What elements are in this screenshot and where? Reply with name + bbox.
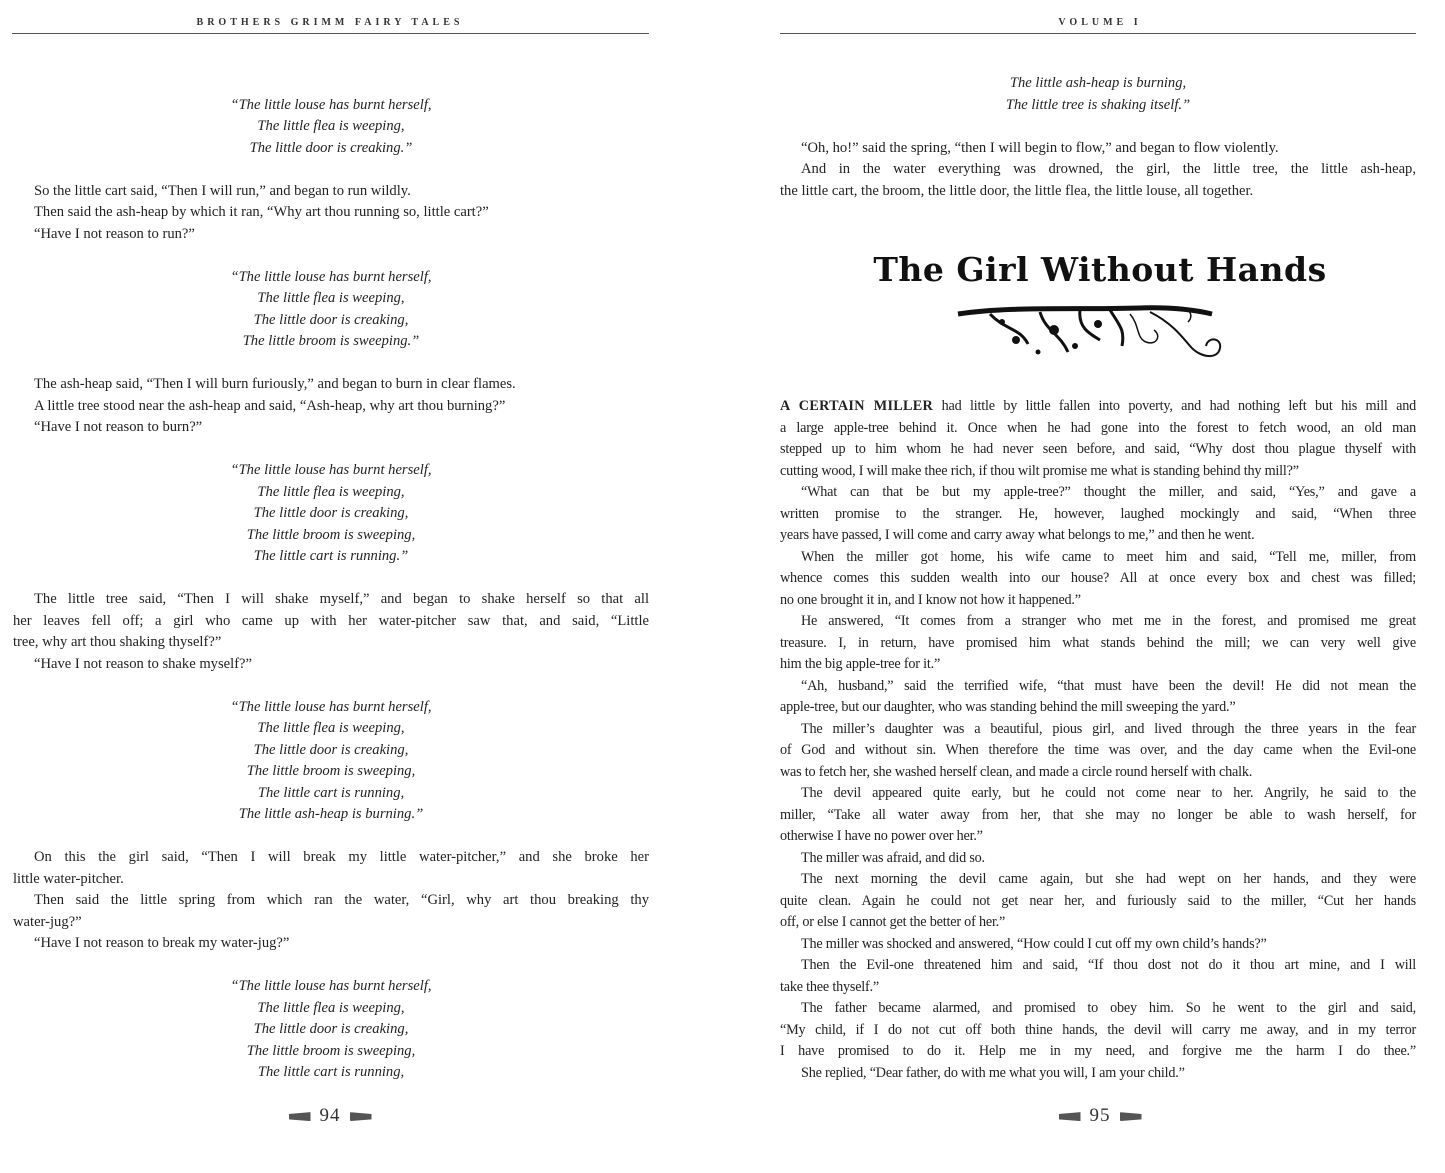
prose-line: Then said the ash-heap by which it ran, “Why art thou running so, little cart?” <box>34 204 489 220</box>
body-line: I have promised to do it. Help me in my need, and forgive me the harm I do thee.” <box>780 1043 1416 1059</box>
prose-line: water-jug?” <box>13 913 82 930</box>
left-page-text <box>13 73 649 1084</box>
body-line: She replied, “Dear father, do with me what you will, I am your child.” <box>801 1064 1185 1081</box>
body-line: take thee thyself.” <box>780 978 880 995</box>
prose-line: A little tree stood near the ash-heap and said, “Ash-heap, why art thou burning?” <box>34 397 506 414</box>
body-line: The next morning the devil came again, but she had wept on her hands, and they were <box>801 871 1416 887</box>
body-line: whence comes this sudden wealth into our house? All at once every box and chest was filled; <box>780 570 1416 586</box>
body-line: written promise to the stranger. He, however, laughed mockingly and said, “When three <box>780 505 1416 522</box>
verse-line: The little broom is sweeping, <box>246 1042 416 1059</box>
prose-line: “Have I not reason to break my water-jug?” <box>34 935 290 951</box>
paragraph-gap <box>13 73 649 95</box>
body-line: cutting wood, I will make thee rich, if thou wilt promise me what is standing behind thy mill?” <box>780 462 1299 479</box>
verse-line: The little tree is shaking itself.” <box>1005 96 1191 113</box>
prose-line: Then said the little spring from which ran the water, “Girl, why art thou breaking thy <box>34 892 649 908</box>
page-number-95: 95 <box>1089 1105 1111 1126</box>
verse-line: The little door is creaking, <box>253 741 409 758</box>
running-head-left: BROTHERS GRIMM FAIRY TALES <box>196 17 464 28</box>
folio-ornament-icon <box>1059 1112 1081 1121</box>
running-head-right: VOLUME I <box>1058 17 1142 28</box>
body-line: “My child, if I do not cut off both thine hands, the devil will carry me away, and in my terror <box>780 1021 1416 1038</box>
prose-line: So the little cart said, “Then I will run,” and began to run wildly. <box>34 182 411 199</box>
body-line: The miller was shocked and answered, “How could I cut off my own child’s hands?” <box>801 935 1267 952</box>
verse-line: “The little louse has burnt herself, <box>230 268 432 285</box>
body-line: of God and without sin. When therefore the time was over, and the day came when the Evil-one <box>780 742 1416 758</box>
paragraph-gap <box>13 159 649 181</box>
verse-line: The little broom is sweeping.” <box>242 333 420 349</box>
verse-line: “The little louse has burnt herself, <box>230 698 432 715</box>
page-number-left <box>0 1105 660 1127</box>
paragraph-gap <box>13 353 649 375</box>
opening-line-text: had little by little fallen into poverty, and had nothing left but his mill and <box>933 398 1416 414</box>
verse-line: The little broom is sweeping, <box>246 763 416 779</box>
left-page <box>0 0 660 1173</box>
prose-line: And in the water everything was drowned, the girl, the little tree, the little ash-heap, <box>801 161 1416 177</box>
prose-line: The ash-heap said, “Then I will burn furiously,” and began to burn in clear flames. <box>34 376 516 392</box>
verse-line: The little door is creaking, <box>253 1021 409 1037</box>
prose-line: the little cart, the broom, the little door, the little flea, the little louse, all together. <box>780 182 1254 199</box>
verse-line: “The little louse has burnt herself, <box>230 96 432 113</box>
prose-line: The little tree said, “Then I will shake myself,” and began to shake herself so that all <box>34 591 649 607</box>
paragraph-gap <box>13 439 649 461</box>
right-page <box>770 0 1430 1173</box>
body-line: stepped up to him whom he had never seen before, and said, “Why dost thou plague thyself with <box>780 441 1416 457</box>
prose-line: “Have I not reason to shake myself?” <box>34 655 253 672</box>
verse-line: The little flea is weeping, <box>257 720 405 736</box>
prose-line: “Have I not reason to burn?” <box>34 419 203 435</box>
body-line: quite clean. Again he could not get near her, and furiously said to the miller, “Cut her hands <box>780 892 1416 909</box>
verse-line: The little door is creaking, <box>253 311 409 328</box>
chapter-body-text <box>780 396 1416 1084</box>
prose-line: On this the girl said, “Then I will break my little water-pitcher,” and she broke her <box>34 849 649 865</box>
folio-ornament-icon <box>289 1112 311 1121</box>
verse-line: The little flea is weeping, <box>257 290 405 306</box>
body-line: The miller was afraid, and did so. <box>801 849 985 866</box>
verse-line: The little door is creaking.” <box>249 139 413 156</box>
opening-smallcaps: A CERTAIN MILLER <box>780 398 934 414</box>
header-rule-right <box>780 33 1416 34</box>
body-line: The father became alarmed, and promised to obey him. So he went to the girl and said, <box>801 1000 1416 1016</box>
folio-ornament-icon <box>1120 1112 1142 1121</box>
verse-line: The little ash-heap is burning, <box>1009 75 1187 91</box>
verse-line: The little flea is weeping, <box>257 999 405 1016</box>
verse-line: The little flea is weeping, <box>257 118 405 134</box>
body-line: When the miller got home, his wife came to meet him and said, “Tell me, miller, from <box>801 548 1416 565</box>
prose-line: her leaves fell off; a girl who came up with her water-pitcher saw that, and said, “Little <box>13 612 649 629</box>
paragraph-gap <box>13 245 649 267</box>
paragraph-gap <box>13 568 649 590</box>
verse-line: The little cart is running.” <box>253 548 409 564</box>
body-line: The devil appeared quite early, but he could not come near to her. Angrily, he said to the <box>801 785 1416 801</box>
body-line: Then the Evil-one threatened him and said, “If thou dost not do it thou art mine, and I will <box>801 957 1416 973</box>
body-line: him the big apple-tree for it.” <box>780 656 941 672</box>
prose-line: little water-pitcher. <box>13 870 124 887</box>
verse-line: The little cart is running, <box>257 784 405 801</box>
body-line: treasure. I, in return, have promised him what stands behind the mill; we can very well give <box>780 634 1416 651</box>
page-number-right <box>770 1105 1430 1127</box>
chapter-title: The Girl Without Hands <box>873 250 1327 289</box>
body-line: otherwise I have no power over her.” <box>780 828 983 844</box>
folio-ornament-icon <box>350 1112 372 1121</box>
body-line: miller, “Take all water away from her, that she may no longer be able to wash herself, for <box>780 806 1416 823</box>
verse-line: The little flea is weeping, <box>257 483 405 500</box>
prose-line: “Have I not reason to run?” <box>34 225 195 242</box>
right-page-top-text <box>780 73 1416 202</box>
paragraph-gap <box>13 826 649 848</box>
paragraph-gap <box>13 955 649 977</box>
page-number-94: 94 <box>319 1105 341 1126</box>
prose-line: tree, why art thou shaking thyself?” <box>13 634 222 650</box>
paragraph-gap <box>13 675 649 697</box>
body-line: years have passed, I will come and carry away what belongs to me,” and then he went. <box>780 527 1255 543</box>
body-line: off, or else I cannot get the better of her.” <box>780 914 1006 930</box>
body-line: “What can that be but my apple-tree?” thought the miller, and said, “Yes,” and gave a <box>801 484 1416 500</box>
verse-line: “The little louse has burnt herself, <box>230 978 432 994</box>
verse-line: “The little louse has burnt herself, <box>230 462 432 478</box>
body-line: apple-tree, but our daughter, who was standing behind the mill sweeping the yard.” <box>780 699 1236 715</box>
paragraph-gap <box>780 116 1416 138</box>
verse-line: The little door is creaking, <box>253 505 409 521</box>
verse-line: The little cart is running, <box>257 1064 405 1080</box>
verse-line: The little broom is sweeping, <box>246 526 416 543</box>
body-line: He answered, “It comes from a stranger who met me in the forest, and promised me great <box>801 613 1416 629</box>
body-line: The miller’s daughter was a beautiful, pious girl, and lived through the three years in the fear <box>801 720 1416 737</box>
body-line: was to fetch her, she washed herself clean, and made a circle round herself with chalk. <box>780 763 1253 780</box>
body-line <box>780 396 1416 418</box>
header-rule-left <box>12 33 649 34</box>
body-line: a large apple-tree behind it. Once when he had gone into the forest to fetch wood, an old man <box>780 419 1416 436</box>
body-line: “Ah, husband,” said the terrified wife, “that must have been the devil! He did not mean the <box>801 677 1416 694</box>
prose-line: “Oh, ho!” said the spring, “then I will begin to flow,” and began to flow violently. <box>801 139 1279 156</box>
ink-flourish-icon <box>950 300 1250 366</box>
verse-line: The little ash-heap is burning.” <box>238 806 424 822</box>
body-line: no one brought it in, and I know not how it happened.” <box>780 591 1081 608</box>
